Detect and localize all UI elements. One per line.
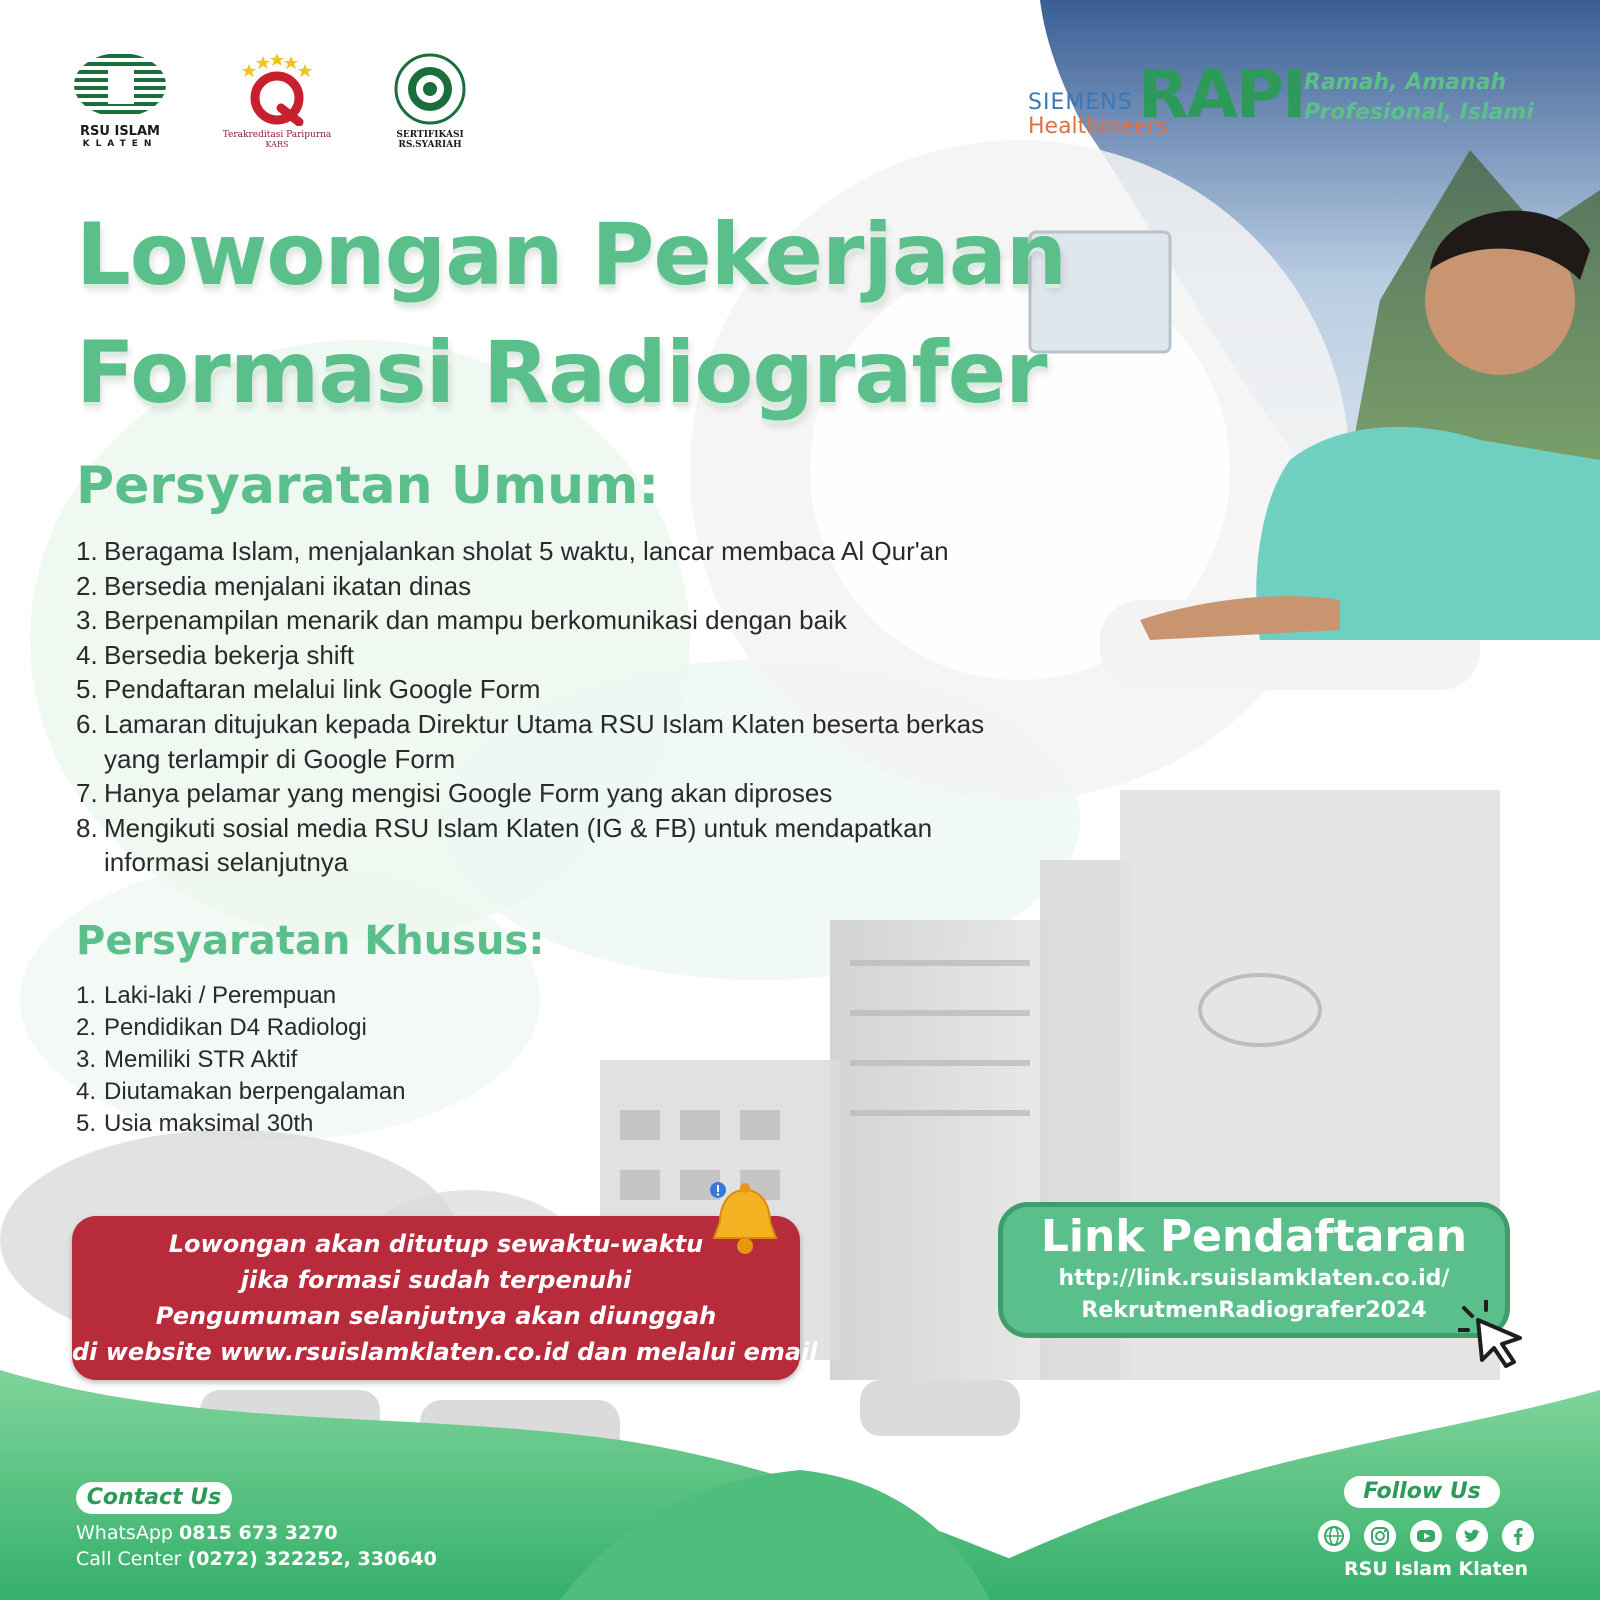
- twitter-icon[interactable]: [1456, 1520, 1488, 1552]
- mui-logo-line2: RS.SYARIAH: [398, 140, 462, 150]
- list-item: [76, 603, 1036, 638]
- item-text: Usia maksimal 30th: [104, 1110, 314, 1137]
- kars-logo-line1: Terakreditasi Paripurna: [222, 130, 332, 140]
- item-number: 7.: [76, 778, 98, 809]
- item-text: Hanya pelamar yang mengisi Google Form yang akan diproses: [104, 778, 833, 809]
- siemens-line1: SIEMENS: [1028, 90, 1133, 115]
- kars-emblem-icon: [237, 52, 317, 126]
- item-number: 1.: [76, 536, 98, 566]
- whatsapp-number[interactable]: 0815 673 3270: [179, 1522, 338, 1544]
- rapi-tagline: [1304, 68, 1534, 128]
- item-text: Pendaftaran melalui link Google Form: [104, 674, 541, 705]
- page-title: [76, 196, 1066, 432]
- item-text: Beragama Islam, menjalankan sholat 5 waktu, lancar membaca Al Qur'an: [104, 536, 949, 566]
- tagline-line1: Ramah, Amanah: [1304, 70, 1507, 95]
- general-requirements-list: [76, 534, 1036, 880]
- item-number: 2.: [76, 570, 98, 601]
- item-text: Diutamakan berpengalaman: [104, 1078, 406, 1105]
- item-number: 4.: [76, 1078, 97, 1105]
- notice-line2: jika formasi sudah terpenuhi: [240, 1266, 632, 1294]
- special-requirements-list: [76, 980, 406, 1140]
- item-text: Berpenampilan menarik dan mampu berkomunikasi dengan baik: [104, 605, 847, 636]
- rsu-globe-icon: [72, 52, 168, 118]
- item-text: Bersedia bekerja shift: [104, 639, 355, 670]
- tagline-line2: Profesional, Islami: [1304, 100, 1534, 125]
- list-item: [76, 1012, 406, 1044]
- special-requirements-heading: Persyaratan Khusus:: [76, 918, 545, 964]
- title-line2: Formasi Radiografer: [76, 323, 1047, 423]
- registration-url-line2[interactable]: RekrutmenRadiografer2024: [1081, 1298, 1427, 1323]
- notice-line1: Lowongan akan ditutup sewaktu-waktu: [168, 1230, 704, 1258]
- item-number: 8.: [76, 812, 98, 843]
- item-number: 6.: [76, 708, 98, 739]
- item-text: Bersedia menjalani ikatan dinas: [104, 570, 472, 601]
- list-item: [76, 569, 1036, 604]
- mui-syariah-logo: [380, 52, 480, 150]
- item-number: 5.: [76, 1110, 97, 1137]
- registration-link-box[interactable]: [998, 1202, 1510, 1338]
- follow-us-label: Follow Us: [1344, 1476, 1500, 1508]
- whatsapp-contact: [76, 1522, 338, 1544]
- item-number: 1.: [76, 982, 97, 1009]
- bell-icon: [700, 1176, 790, 1266]
- contact-us-label: Contact Us: [76, 1482, 232, 1514]
- cursor-click-icon: [1458, 1300, 1534, 1368]
- mui-logo-line1: SERTIFIKASI: [396, 130, 464, 140]
- list-item: [76, 1044, 406, 1076]
- item-number: 5.: [76, 674, 98, 705]
- social-account-name: RSU Islam Klaten: [1344, 1558, 1529, 1580]
- rapi-brand: RAPI: [1138, 56, 1305, 133]
- globe-icon[interactable]: [1318, 1520, 1350, 1552]
- notice-line3: Pengumuman selanjutnya akan diunggah: [155, 1302, 717, 1330]
- list-item: [76, 534, 1036, 569]
- item-text: Lamaran ditujukan kepada Direktur Utama RSU Islam Klaten beserta berkas yang terlampir di Google Form: [104, 708, 985, 774]
- registration-url-line1[interactable]: http://link.rsuislamklaten.co.id/: [1058, 1266, 1450, 1291]
- kars-accreditation-logo: [212, 52, 342, 149]
- rsu-logo-line1: RSU ISLAM: [80, 124, 160, 139]
- item-number: 3.: [76, 1046, 97, 1073]
- callcenter-label: Call Center: [76, 1548, 182, 1570]
- siemens-line2: Healthineers: [1028, 114, 1168, 139]
- general-requirements-heading: Persyaratan Umum:: [76, 456, 660, 516]
- mui-seal-icon: [393, 52, 467, 126]
- list-item: [76, 776, 1036, 811]
- list-item: [76, 707, 1036, 776]
- item-number: 4.: [76, 639, 98, 670]
- rsu-logo-line2: KLATEN: [82, 139, 158, 149]
- facebook-icon[interactable]: [1502, 1520, 1534, 1552]
- youtube-icon[interactable]: [1410, 1520, 1442, 1552]
- registration-title: Link Pendaftaran: [1040, 1211, 1468, 1262]
- kars-logo-line2: KARS: [265, 140, 289, 149]
- item-number: 3.: [76, 605, 98, 636]
- whatsapp-label: WhatsApp: [76, 1522, 173, 1544]
- item-text: Pendidikan D4 Radiologi: [104, 1014, 367, 1041]
- list-item: [76, 672, 1036, 707]
- item-text: Laki-laki / Perempuan: [104, 982, 337, 1009]
- social-media-icons: [1318, 1520, 1534, 1552]
- item-text: Memiliki STR Aktif: [104, 1046, 298, 1073]
- list-item: [76, 1076, 406, 1108]
- callcenter-contact: [76, 1548, 437, 1570]
- instagram-icon[interactable]: [1364, 1520, 1396, 1552]
- rsu-islam-klaten-logo: [70, 52, 170, 149]
- title-line1: Lowongan Pekerjaan: [76, 205, 1067, 305]
- list-item: [76, 638, 1036, 673]
- list-item: [76, 811, 1036, 880]
- closing-notice-banner: [72, 1216, 818, 1380]
- notice-line4: di website www.rsuislamklaten.co.id dan melalui email: [72, 1338, 818, 1366]
- item-text: Mengikuti sosial media RSU Islam Klaten (IG & FB) untuk mendapatkan informasi selanjutnya: [104, 812, 933, 878]
- list-item: [76, 1108, 406, 1140]
- callcenter-number[interactable]: (0272) 322252, 330640: [187, 1548, 437, 1570]
- list-item: [76, 980, 406, 1012]
- item-number: 2.: [76, 1014, 97, 1041]
